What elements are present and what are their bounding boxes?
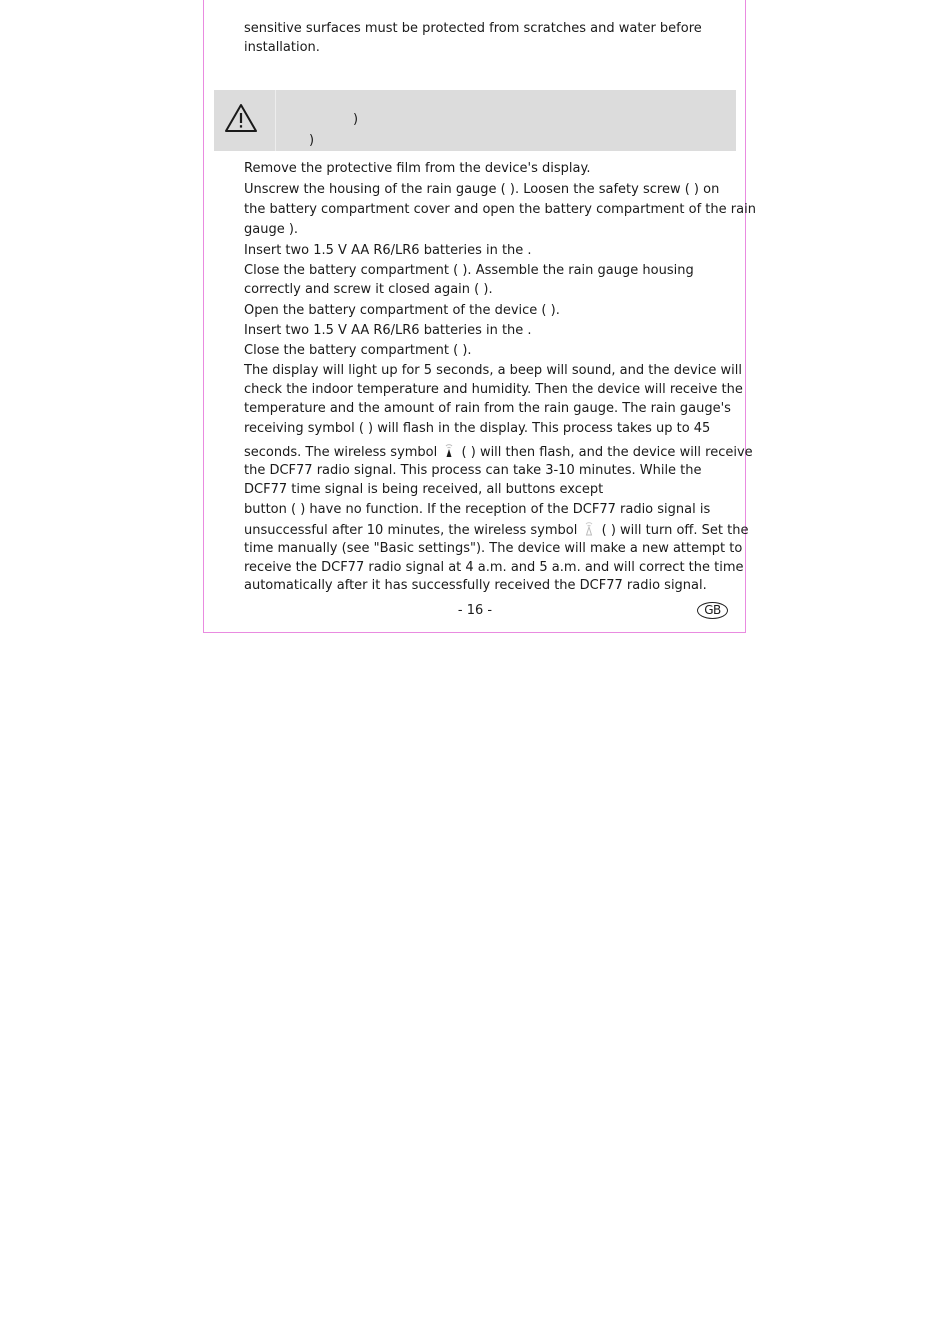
warning-text-fragment-1: )	[353, 112, 359, 127]
step-line-4: gauge ).	[244, 222, 299, 237]
wireless-antenna-icon	[443, 442, 455, 458]
step-line-9: Insert two 1.5 V AA R6/LR6 batteries in the .	[244, 323, 532, 338]
step-line-18: button ( ) have no function. If the reception of the DCF77 radio signal is	[244, 502, 711, 517]
step-line-1: Remove the protective film from the device's display.	[244, 161, 591, 176]
warning-text-fragment-2: )	[309, 133, 315, 148]
step-line-16: the DCF77 radio signal. This process can take 3-10 minutes. While the	[244, 463, 702, 478]
step-line-7: correctly and screw it closed again ( ).	[244, 282, 493, 297]
step-line-3: the battery compartment cover and open the battery compartment of the rain	[244, 202, 756, 217]
step-line-19-a: unsuccessful after 10 minutes, the wireless symbol	[244, 523, 578, 538]
step-line-12: check the indoor temperature and humidity. Then the device will receive the	[244, 382, 743, 397]
step-line-11: The display will light up for 5 seconds, a beep will sound, and the device will	[244, 363, 742, 378]
step-line-8: Open the battery compartment of the device ( ).	[244, 303, 560, 318]
warning-box	[214, 90, 736, 151]
intro-line-1: sensitive surfaces must be protected from scratches and water before	[244, 21, 702, 36]
step-line-15-b: ( ) will then flash, and the device will receive	[461, 445, 753, 460]
step-line-19-b: ( ) will turn off. Set the	[601, 523, 749, 538]
wireless-antenna-faded-icon	[583, 520, 595, 536]
language-badge: GB	[697, 602, 728, 619]
warning-icon-cell	[214, 90, 276, 151]
page-number: - 16 -	[457, 603, 493, 618]
step-line-19	[244, 520, 748, 541]
step-line-5: Insert two 1.5 V AA R6/LR6 batteries in the .	[244, 243, 532, 258]
step-line-22: automatically after it has successfully received the DCF77 radio signal.	[244, 578, 707, 593]
step-line-15	[244, 442, 753, 463]
step-line-15-a: seconds. The wireless symbol	[244, 445, 438, 460]
warning-triangle-icon	[223, 102, 259, 134]
step-line-2: Unscrew the housing of the rain gauge ( ). Loosen the safety screw ( ) on	[244, 182, 720, 197]
step-line-17: DCF77 time signal is being received, all buttons except	[244, 482, 604, 497]
step-line-20: time manually (see "Basic settings"). The device will make a new attempt to	[244, 541, 743, 556]
step-line-21: receive the DCF77 radio signal at 4 a.m. and 5 a.m. and will correct the time	[244, 560, 744, 575]
step-line-13: temperature and the amount of rain from the rain gauge. The rain gauge's	[244, 401, 731, 416]
intro-line-2: installation.	[244, 40, 320, 55]
step-line-6: Close the battery compartment ( ). Assemble the rain gauge housing	[244, 263, 694, 278]
step-line-10: Close the battery compartment ( ).	[244, 343, 472, 358]
step-line-14: receiving symbol ( ) will flash in the display. This process takes up to 45	[244, 421, 711, 436]
